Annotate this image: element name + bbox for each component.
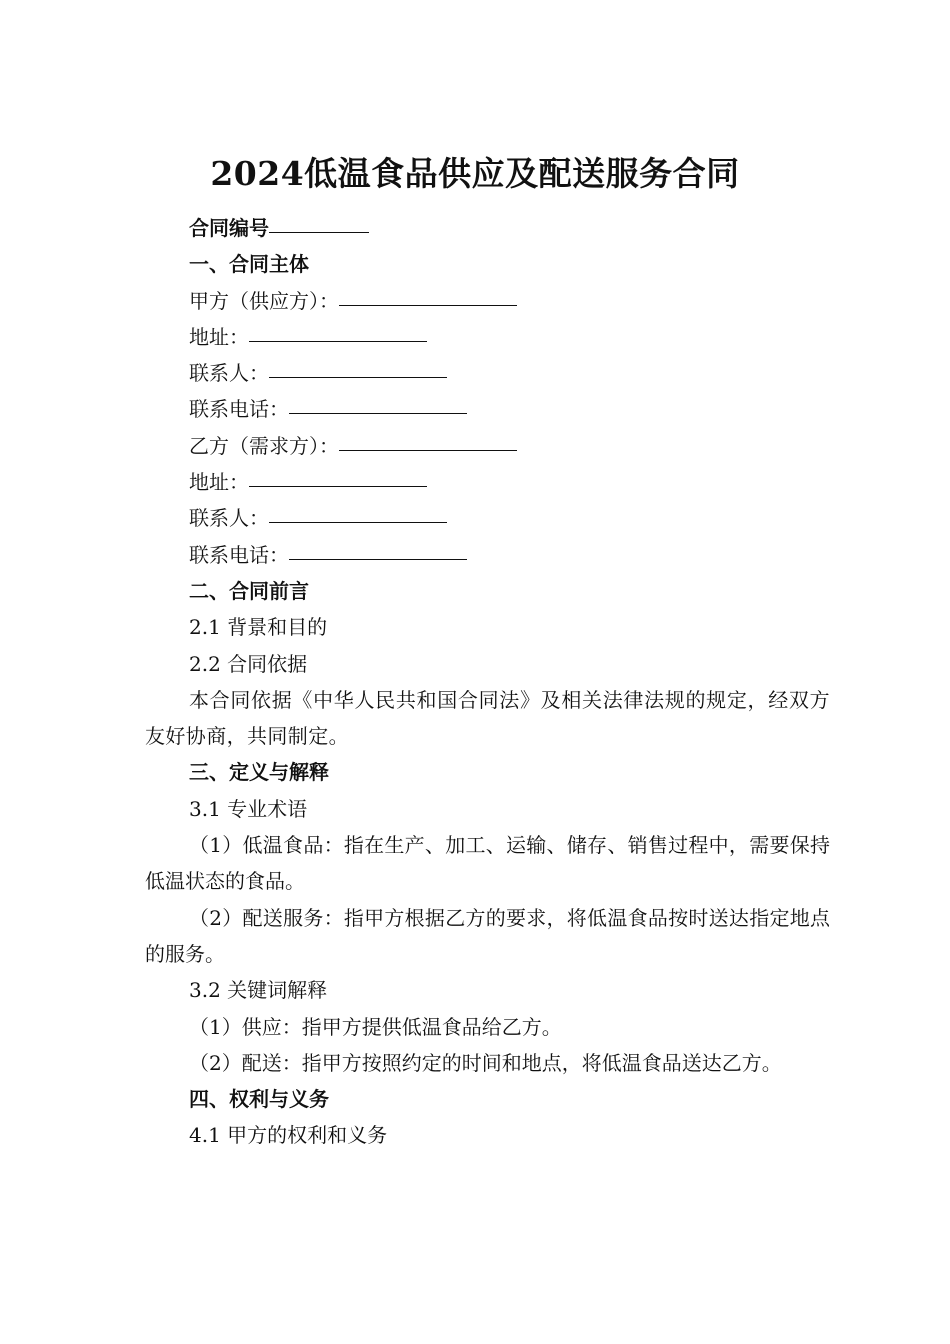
item-4-1: 4.1 甲方的权利和义务 (189, 1123, 388, 1148)
party-b-blank (339, 426, 517, 451)
party-b-contact-label: 联系人： (189, 506, 269, 531)
section-3-heading: 三、定义与解释 (189, 760, 329, 785)
section-2-heading: 二、合同前言 (189, 578, 309, 603)
party-a-address-blank (249, 317, 427, 342)
party-b-address-blank (249, 462, 427, 487)
party-a-contact-blank (269, 353, 447, 378)
party-a-phone-line (145, 391, 830, 427)
party-a-contact-line (145, 355, 830, 391)
contract-number-blank (269, 208, 369, 233)
party-b-phone-line (145, 537, 830, 573)
party-b-line (145, 428, 830, 464)
section-2-paragraph: 本合同依据《中华人民共和国合同法》及相关法律法规的规定，经双方友好协商，共同制定。 (145, 687, 830, 749)
party-b-address-label: 地址： (189, 470, 249, 495)
contract-number-line (145, 210, 830, 246)
party-a-address-line (145, 319, 830, 355)
party-b-contact-line (145, 500, 830, 536)
item-2-2: 2.2 合同依据 (189, 651, 308, 676)
term-1-paragraph: （1）低温食品：指在生产、加工、运输、储存、销售过程中，需要保持低温状态的食品。 (145, 833, 830, 894)
item-2-1: 2.1 背景和目的 (189, 615, 328, 640)
keyword-2-paragraph: （2）配送：指甲方按照约定的时间和地点，将低温食品送达乙方。 (189, 1050, 782, 1075)
term-2-paragraph: （2）配送服务：指甲方根据乙方的要求，将低温食品按时送达指定地点的服务。 (145, 905, 830, 966)
party-a-line (145, 283, 830, 319)
document-title: 2024低温食品供应及配送服务合同 (210, 154, 740, 193)
party-b-phone-label: 联系电话： (189, 542, 289, 567)
party-b-phone-blank (289, 535, 467, 560)
party-b-contact-blank (269, 498, 447, 523)
document-body (145, 210, 830, 1154)
party-a-contact-label: 联系人： (189, 361, 269, 386)
party-a-label: 甲方（供应方）： (189, 288, 339, 313)
item-3-1: 3.1 专业术语 (189, 796, 308, 821)
keyword-1-paragraph: （1）供应：指甲方提供低温食品给乙方。 (189, 1014, 562, 1039)
section-4-heading: 四、权利与义务 (189, 1087, 329, 1112)
party-a-blank (339, 281, 517, 306)
item-3-2: 3.2 关键词解释 (189, 978, 328, 1003)
party-a-address-label: 地址： (189, 324, 249, 349)
section-1-heading: 一、合同主体 (189, 252, 309, 277)
party-a-phone-label: 联系电话： (189, 397, 289, 422)
party-b-label: 乙方（需求方）： (189, 433, 339, 458)
party-b-address-line (145, 464, 830, 500)
contract-number-label: 合同编号 (189, 216, 269, 240)
party-a-phone-blank (289, 389, 467, 414)
